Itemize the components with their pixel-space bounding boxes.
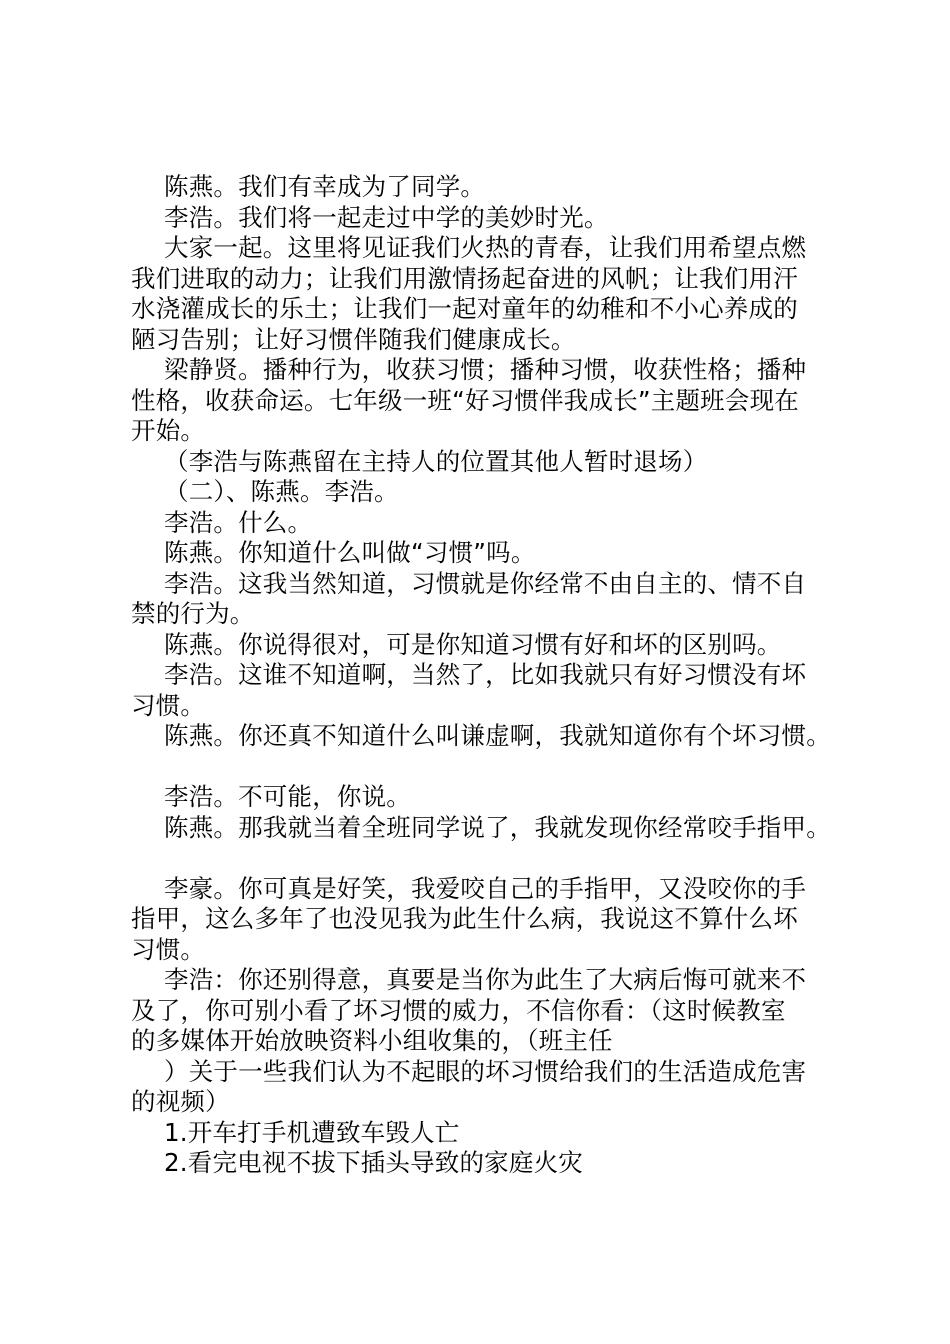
dialogue-line: 李浩。不可能，你说。 [164,782,411,811]
dialogue-line: 陈燕。你知道什么叫做“习惯”吗。 [164,538,536,567]
dialogue-line: 及了，你可别小看了坏习惯的威力，不信你看：（这时候教室 [131,995,786,1025]
list-item: 1.开车打手机遭致车毁人亡 [164,1117,460,1147]
dialogue-line: 陈燕。你还真不知道什么叫谦虚啊，我就知道你有个坏习惯。 [164,721,831,750]
dialogue-line: 李浩。这谁不知道啊，当然了，比如我就只有好习惯没有坏 [164,660,807,689]
document-body [131,172,831,1179]
dialogue-line: 陈燕。我们有幸成为了同学。 [164,172,486,201]
dialogue-line: 禁的行为。 [131,599,255,628]
dialogue-line: 陈燕。你说得很对，可是你知道习惯有好和坏的区别吗。 [164,629,782,659]
dialogue-line: 水浇灌成长的乐土；让我们一起对童年的幼稚和不小心养成的 [131,294,798,323]
dialogue-line: 的视频） [131,1087,230,1116]
dialogue-line: 李浩。我们将一起走过中学的美妙时光。 [164,202,609,232]
dialogue-line: 梁静贤。播种行为，收获习惯；播种习惯，收获性格；播种 [164,355,807,384]
dialogue-line: 李豪。你可真是好笑，我爱咬自己的手指甲，又没咬你的手 [164,873,807,903]
dialogue-line: 陈燕。那我就当着全班同学说了，我就发现你经常咬手指甲。 [164,812,831,842]
dialogue-line: 指甲，这么多年了也没见我为此生什么病，我说这不算什么坏 [131,904,798,933]
blank-line [131,843,831,874]
list-item: 2.看完电视不拔下插头导致的家庭火灾 [164,1148,583,1177]
section-heading: （二）、陈燕。李浩。 [164,477,399,506]
dialogue-line: 习惯。 [131,934,206,964]
dialogue-line: 的多媒体开始放映资料小组收集的，（班主任 [131,1026,613,1055]
dialogue-line: 开始。 [131,416,206,445]
dialogue-line: 习惯。 [131,690,206,720]
stage-direction: （李浩与陈燕留在主持人的位置其他人暂时退场） [164,446,708,476]
dialogue-line: 李浩：你还别得意，真要是当你为此生了大病后悔可就来不 [164,965,807,994]
dialogue-line: 李浩。这我当然知道，习惯就是你经常不由自主的、情不自 [164,568,807,598]
dialogue-line: 我们进取的动力；让我们用激情扬起奋进的风帆；让我们用汗 [131,263,798,293]
dialogue-line: 李浩。什么。 [164,507,313,537]
blank-line [131,752,831,783]
dialogue-line: 性格，收获命运。七年级一班“好习惯伴我成长”主题班会现在 [131,385,799,415]
dialogue-line: ）关于一些我们认为不起眼的坏习惯给我们的生活造成危害 [164,1056,807,1086]
dialogue-line: 陋习告别；让好习惯伴随我们健康成长。 [131,324,576,354]
dialogue-line: 大家一起。这里将见证我们火热的青春，让我们用希望点燃 [164,233,807,262]
